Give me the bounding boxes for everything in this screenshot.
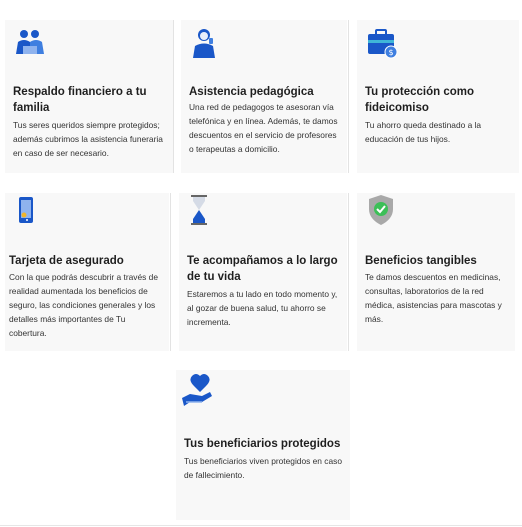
svg-text:$: $ — [388, 48, 394, 57]
mobile-card-icon — [11, 195, 45, 229]
benefit-description: Te damos descuentos en medicinas, consultas, laboratorios de la red médica, asistencias para mascotas y más. — [365, 272, 502, 324]
benefit-title: Tus beneficiarios protegidos — [184, 438, 341, 450]
benefit-card-tangible — [357, 193, 515, 351]
benefit-card-financial-support — [5, 20, 173, 173]
benefit-card-trust — [357, 20, 519, 173]
benefit-description: Tus beneficiarios viven protegidos en caso de fallecimiento. — [184, 456, 342, 480]
hourglass-icon — [183, 193, 217, 227]
benefit-card-pedagogical — [181, 20, 347, 173]
briefcase-money-icon — [365, 26, 399, 60]
benefit-title: Te acompañamos a lo largo de tu vida — [187, 255, 338, 283]
column-divider — [170, 193, 171, 351]
benefit-description: Tu ahorro queda destinado a la educación de tus hijos. — [365, 120, 482, 144]
benefit-title: Tarjeta de asegurado — [9, 255, 124, 267]
benefit-description: Con la que podrás descubrir a través de realidad aumentada los beneficios de seguro, las condiciones generales y los detalles más importantes de Tu cobertura. — [9, 272, 158, 338]
shield-check-icon — [365, 193, 399, 227]
heart-hand-icon — [180, 372, 214, 406]
benefit-card-insured-card — [5, 193, 169, 351]
teacher-icon — [189, 26, 223, 60]
benefit-card-lifetime — [179, 193, 347, 351]
benefit-title: Beneficios tangibles — [365, 255, 477, 267]
benefit-card-beneficiaries — [176, 370, 350, 520]
benefit-title: Tu protección como fideicomiso — [365, 86, 475, 114]
benefit-description: Tus seres queridos siempre protegidos; además cubrimos la asistencia funeraria en caso de ser necesario. — [13, 120, 163, 158]
benefit-title: Asistencia pedagógica — [189, 86, 314, 98]
benefit-description: Una red de pedagogos te asesoran vía telefónica y en línea. Además, te damos descuentos en el servicio de profesores o terapeutas a domicilio. — [189, 102, 338, 154]
benefit-title: Respaldo financiero a tu familia — [13, 86, 147, 114]
column-divider — [173, 20, 174, 173]
page-bottom-border — [0, 525, 522, 526]
column-divider — [348, 193, 349, 351]
column-divider — [348, 20, 349, 173]
family-icon — [13, 26, 47, 60]
benefit-description: Estaremos a tu lado en todo momento y, al gozar de buena salud, tu ahorro se incrementa. — [187, 289, 338, 327]
